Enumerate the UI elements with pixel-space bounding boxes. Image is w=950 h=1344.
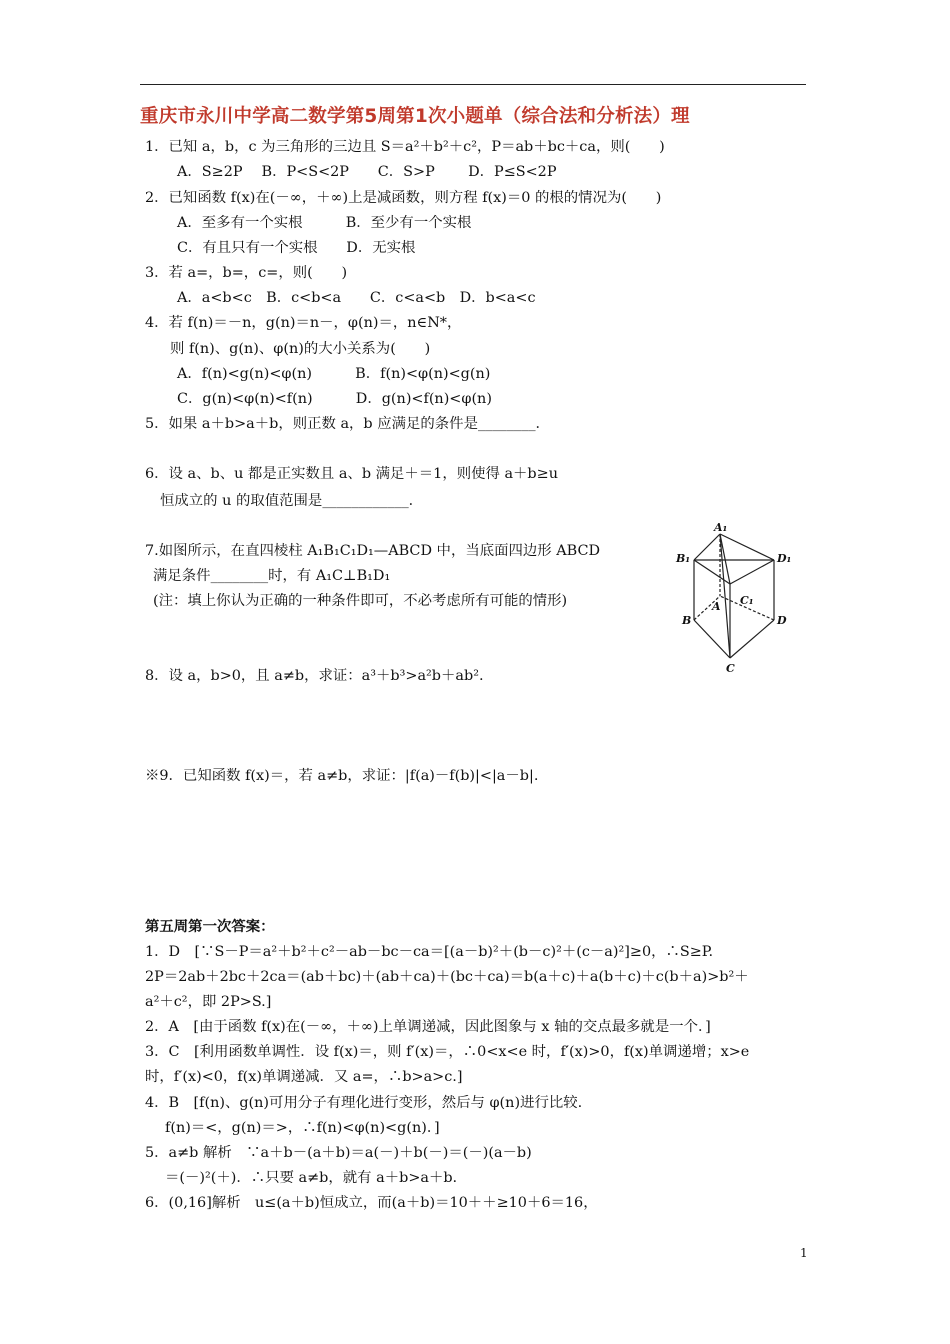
answer-1-line2: 2P＝2ab＋2bc＋2ca＝(ab＋bc)＋(ab＋ca)＋(bc＋ca)＝b(a＋c)＋a(b＋c)＋c(b＋a)>b²＋ <box>145 969 749 985</box>
answer-3-line1: 3．C [利用函数单调性．设 f(x)＝，则 f′(x)＝，∴0<x<e 时，f′(x)>0，f(x)单调递增；x>e <box>145 1044 750 1060</box>
answer-6: 6．(0,16]解析 u≤(a＋b)恒成立，而(a＋b)＝10＋＋≥10＋6＝16， <box>145 1195 598 1211</box>
label-c: C <box>726 662 735 675</box>
label-a1: A₁ <box>714 521 728 534</box>
question-4-options-cd: C．g(n)<φ(n)<f(n) D．g(n)<f(n)<φ(n) <box>177 391 492 407</box>
answer-5-line2: ＝(－)²(＋)．∴只要 a≠b，就有 a＋b>a＋b. <box>165 1170 458 1186</box>
prism-figure <box>672 520 797 680</box>
answer-5-line1: 5．a≠b 解析 ∵a＋b－(a＋b)＝a(－)＋b(－)＝(－)(a－b) <box>145 1145 532 1161</box>
label-a: A <box>712 600 721 613</box>
header-rule <box>140 84 806 85</box>
question-1-options: A．S≥2P B．P<S<2P C．S>P D．P≤S<2P <box>177 164 557 180</box>
question-3-stem: 3．若 a=，b=，c=，则( ) <box>145 265 348 281</box>
question-2-stem: 2．已知函数 f(x)在(－∞，＋∞)上是减函数，则方程 f(x)＝0 的根的情况为( ) <box>145 190 662 206</box>
question-4-stem2: 则 f(n)、g(n)、φ(n)的大小关系为( ) <box>170 341 431 357</box>
answer-4-line1: 4．B [f(n)、g(n)可用分子有理化进行变形，然后与 φ(n)进行比较. <box>145 1095 583 1111</box>
question-7-line3: (注：填上你认为正确的一种条件即可，不必考虑所有可能的情形) <box>153 593 568 609</box>
label-d: D <box>777 614 787 627</box>
question-2-options-cd: C．有且只有一个实根 D．无实根 <box>177 240 416 256</box>
answer-1-line3: a²＋c²，即 2P>S.] <box>145 994 272 1010</box>
answer-2: 2．A [由于函数 f(x)在(－∞，＋∞)上单调递减，因此图象与 x 轴的交点最多就是一个．] <box>145 1019 711 1035</box>
question-4-stem: 4．若 f(n)＝－n，g(n)＝n－，φ(n)＝，n∈N*， <box>145 315 462 331</box>
answer-4-line2: f(n)＝<，g(n)＝>，∴f(n)<φ(n)<g(n)．] <box>165 1120 440 1136</box>
answer-1-line1: 1．D [∵S－P＝a²＋b²＋c²－ab－bc－ca＝[(a－b)²＋(b－c)²＋(c－a)²]≥0，∴S≥P. <box>145 944 714 960</box>
question-5: 5．如果 a＋b>a＋b，则正数 a，b 应满足的条件是________． <box>145 416 550 432</box>
answers-heading: 第五周第一次答案： <box>145 918 275 935</box>
page-number: 1 <box>800 1246 808 1260</box>
question-3-options: A．a<b<c B．c<b<a C．c<a<b D．b<a<c <box>177 290 536 306</box>
question-2-options-ab: A．至多有一个实根 B．至少有一个实根 <box>177 215 472 231</box>
label-b1: B₁ <box>676 552 691 565</box>
question-9: ※9．已知函数 f(x)＝，若 a≠b，求证：|f(a)－f(b)|<|a－b|. <box>145 768 539 784</box>
question-6-line1: 6．设 a、b、u 都是正实数且 a、b 满足＋＝1，则使得 a＋b≥u <box>145 466 558 482</box>
question-7-line1: 7.如图所示，在直四棱柱 A₁B₁C₁D₁—ABCD 中，当底面四边形 ABCD <box>145 543 601 559</box>
label-b: B <box>682 614 692 627</box>
question-7-line2: 满足条件________时，有 A₁C⊥B₁D₁ <box>153 568 391 584</box>
question-6-line2: 恒成立的 u 的取值范围是____________． <box>160 493 424 509</box>
label-c1: C₁ <box>740 594 754 607</box>
question-4-options-ab: A．f(n)<g(n)<φ(n) B．f(n)<φ(n)<g(n) <box>177 366 491 382</box>
answer-3-line2: 时，f′(x)<0，f(x)单调递减．又 a=，∴b>a>c.] <box>145 1069 463 1085</box>
question-8: 8．设 a，b>0，且 a≠b，求证：a³＋b³>a²b＋ab². <box>145 668 484 684</box>
page-title: 重庆市永川中学高二数学第5周第1次小题单（综合法和分析法）理 <box>140 106 690 127</box>
label-d1: D₁ <box>777 552 792 565</box>
question-1-stem: 1．已知 a，b，c 为三角形的三边且 S＝a²＋b²＋c²，P＝ab＋bc＋ca，则( ) <box>145 139 665 155</box>
